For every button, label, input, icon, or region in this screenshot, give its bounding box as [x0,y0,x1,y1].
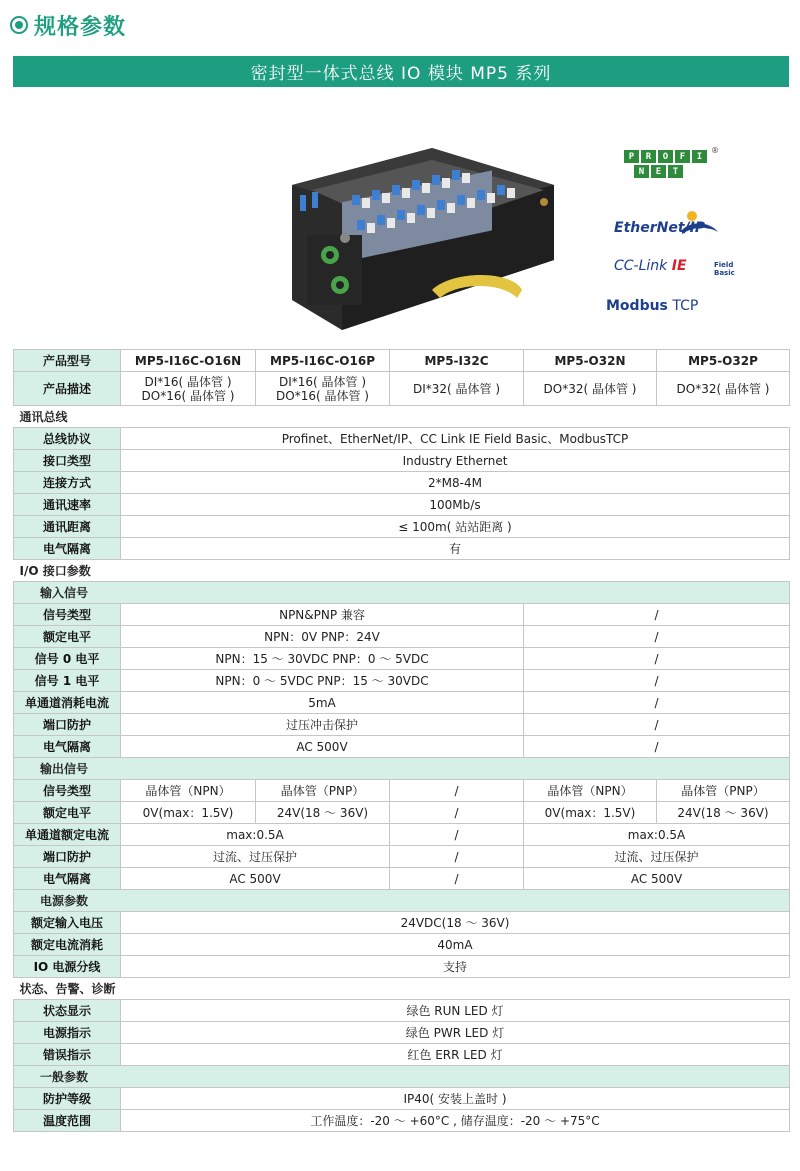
desc-cell: DO*32( 晶体管 ) [524,372,657,406]
value-cell: 24V(18 ～ 36V) [256,802,390,824]
profinet-letter: R [641,150,656,163]
row-label: 产品型号 [14,350,121,372]
subsection-row [14,890,790,912]
value-cell: max:0.5A [524,824,790,846]
value-cell: / [390,846,524,868]
table-row [14,824,790,846]
row-label: 信号 1 电平 [14,670,121,692]
model-cell: MP5-O32N [524,350,657,372]
table-row [14,1088,790,1110]
table-row [14,1000,790,1022]
value-cell: IP40( 安装上盖时 ) [121,1088,790,1110]
value-cell: AC 500V [121,868,390,890]
value-cell: / [390,868,524,890]
cclink-text: CC-Link [614,258,672,274]
profinet-letter: P [624,150,639,163]
cclink-ie-text: IE [671,258,687,274]
ethernet-ip-logo [614,220,712,236]
value-cell: 绿色 PWR LED 灯 [121,1022,790,1044]
table-row [14,780,790,802]
desc-line: DI*16( 晶体管 ) [144,374,232,389]
trademark-mark: ™ [705,226,713,234]
table-row [14,956,790,978]
row-label: 接口类型 [14,450,121,472]
row-label: 端口防护 [14,714,121,736]
protocol-logos [600,146,735,320]
value-cell: max:0.5A [121,824,390,846]
value-cell: / [524,604,790,626]
desc-cell: DO*32( 晶体管 ) [657,372,790,406]
value-cell: / [524,648,790,670]
value-cell: AC 500V [524,868,790,890]
value-cell: 过流、过压保护 [524,846,790,868]
profinet-logo [624,146,719,180]
table-row [14,692,790,714]
modbus-text: Modbus [606,298,668,314]
table-row [14,648,790,670]
value-cell: 过流、过压保护 [121,846,390,868]
value-cell: 0V(max：1.5V) [524,802,657,824]
subsection-title: 输入信号 [14,582,790,604]
table-row [14,1044,790,1066]
value-cell: / [524,626,790,648]
subsection-title: 一般参数 [14,1066,790,1088]
table-row [14,802,790,824]
table-row [14,428,790,450]
row-label: 端口防护 [14,846,121,868]
row-label: 额定电流消耗 [14,934,121,956]
section-row [14,560,790,582]
desc-cell [121,372,256,406]
section-title: 通讯总线 [14,406,790,428]
profinet-letter: O [658,150,673,163]
value-cell: / [524,736,790,758]
profinet-letter: T [668,165,683,178]
table-row [14,846,790,868]
value-cell: 晶体管（PNP） [256,780,390,802]
desc-line: DO*16( 晶体管 ) [141,388,235,403]
row-label: 单通道消耗电流 [14,692,121,714]
cclink-basic-text: Basic [714,269,735,277]
model-cell: MP5-I32C [390,350,524,372]
section-heading [10,8,126,42]
value-cell: NPN：15 ～ 30VDC PNP：0 ～ 5VDC [121,648,524,670]
row-label: 电气隔离 [14,538,121,560]
value-cell: / [524,670,790,692]
row-label: 信号 0 电平 [14,648,121,670]
circle-bullet-icon [10,16,28,34]
row-label: 电气隔离 [14,868,121,890]
registered-mark: ® [711,146,719,155]
value-cell: 工作温度：-20 ～ +60°C , 储存温度：-20 ～ +75°C [121,1110,790,1132]
value-cell: 晶体管（PNP） [657,780,790,802]
row-label: 额定输入电压 [14,912,121,934]
table-row [14,714,790,736]
row-label: 信号类型 [14,780,121,802]
value-cell: 晶体管（NPN） [524,780,657,802]
row-label: 总线协议 [14,428,121,450]
row-label: 连接方式 [14,472,121,494]
value-cell: 有 [121,538,790,560]
row-label: 单通道额定电流 [14,824,121,846]
spec-table [13,349,790,1132]
row-label: 防护等级 [14,1088,121,1110]
value-cell: Profinet、EtherNet/IP、CC Link IE Field Basic、ModbusTCP [121,428,790,450]
value-cell: NPN&PNP 兼容 [121,604,524,626]
section-heading-title: 规格参数 [34,14,127,40]
table-row [14,934,790,956]
table-row [14,450,790,472]
profinet-letter: I [692,150,707,163]
product-image [282,140,562,340]
value-cell: / [524,714,790,736]
row-label: 错误指示 [14,1044,121,1066]
value-cell: 0V(max：1.5V) [121,802,256,824]
value-cell: ≤ 100m( 站站距离 ) [121,516,790,538]
subsection-row [14,582,790,604]
row-label: 通讯距离 [14,516,121,538]
table-row [14,350,790,372]
value-cell: NPN：0 ～ 5VDC PNP：15 ～ 30VDC [121,670,524,692]
table-row [14,516,790,538]
desc-line: DI*16( 晶体管 ) [278,374,367,389]
model-cell: MP5-I16C-O16P [256,350,390,372]
table-row [14,670,790,692]
product-series-banner: 密封型一体式总线 IO 模块 MP5 系列 [13,56,789,87]
section-row [14,978,790,1000]
row-label: 通讯速率 [14,494,121,516]
desc-line: DO*16( 晶体管 ) [276,388,369,403]
value-cell: 支持 [121,956,790,978]
cclink-ie-logo [614,258,735,277]
value-cell: / [390,824,524,846]
value-cell: 红色 ERR LED 灯 [121,1044,790,1066]
value-cell: AC 500V [121,736,524,758]
modbus-tcp-text: TCP [667,298,699,314]
value-cell: / [524,692,790,714]
value-cell: / [390,780,524,802]
table-row [14,604,790,626]
table-row [14,626,790,648]
ethernet-ip-text: EtherNet/IP [614,220,706,236]
table-row [14,472,790,494]
value-cell: 绿色 RUN LED 灯 [121,1000,790,1022]
table-row [14,736,790,758]
desc-cell: DI*32( 晶体管 ) [390,372,524,406]
value-cell: 5mA [121,692,524,714]
row-label: 电气隔离 [14,736,121,758]
table-row [14,868,790,890]
row-label: 电源指示 [14,1022,121,1044]
value-cell: / [390,802,524,824]
row-label: 额定电平 [14,626,121,648]
subsection-row [14,1066,790,1088]
subsection-title: 电源参数 [14,890,790,912]
row-label: IO 电源分线 [14,956,121,978]
row-label: 状态显示 [14,1000,121,1022]
row-label: 信号类型 [14,604,121,626]
model-cell: MP5-O32P [657,350,790,372]
desc-cell [256,372,390,406]
value-cell: NPN：0V PNP：24V [121,626,524,648]
section-title: I/O 接口参数 [14,560,790,582]
value-cell: 100Mb/s [121,494,790,516]
row-label: 产品描述 [14,372,121,406]
cclink-field-basic [714,261,735,277]
table-row [14,372,790,406]
value-cell: Industry Ethernet [121,450,790,472]
model-cell: MP5-I16C-O16N [121,350,256,372]
cclink-field-text: Field [714,261,734,269]
value-cell: 过压冲击保护 [121,714,524,736]
section-title: 状态、告警、诊断 [14,978,790,1000]
table-row [14,1110,790,1132]
value-cell: 40mA [121,934,790,956]
profinet-letter: N [634,165,649,178]
profinet-letter: E [651,165,666,178]
table-row [14,912,790,934]
subsection-row [14,758,790,780]
value-cell: 晶体管（NPN） [121,780,256,802]
table-row [14,1022,790,1044]
row-label: 额定电平 [14,802,121,824]
table-row [14,538,790,560]
modbus-tcp-logo [606,298,698,314]
section-row [14,406,790,428]
value-cell: 2*M8-4M [121,472,790,494]
row-label: 温度范围 [14,1110,121,1132]
table-row [14,494,790,516]
profinet-letter: F [675,150,690,163]
value-cell: 24VDC(18 ～ 36V) [121,912,790,934]
value-cell: 24V(18 ～ 36V) [657,802,790,824]
subsection-title: 输出信号 [14,758,790,780]
